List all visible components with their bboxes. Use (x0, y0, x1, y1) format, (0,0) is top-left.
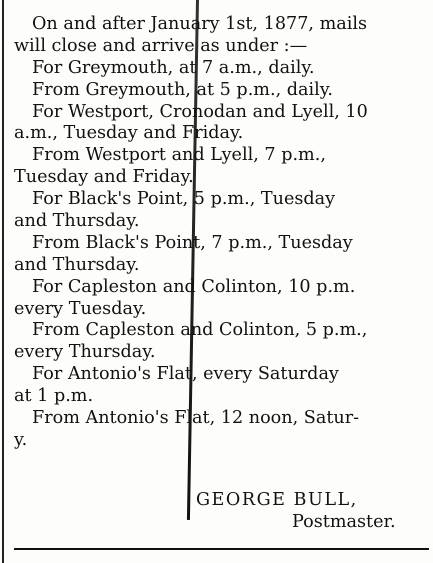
left-column-rule (2, 0, 4, 563)
notice-line: and Thursday. (14, 254, 140, 275)
signature-title: Postmaster. (292, 512, 396, 532)
notice-paragraph (14, 58, 426, 80)
notice-line: and Thursday. (14, 211, 140, 232)
notice-line: every Thursday. (14, 342, 156, 363)
notice-line: Tuesday and Friday. (14, 167, 194, 188)
notice-paragraph (14, 320, 426, 364)
notice-line: at 1 p.m. (14, 386, 94, 407)
notice-line: From Antonio's Flat, 12 noon, Satur- (32, 408, 360, 429)
notice-paragraph (14, 233, 426, 277)
notice-line: From Black's Point, 7 p.m., Tuesday (32, 232, 353, 253)
notice-line: For Greymouth, at 7 a.m., daily. (32, 57, 315, 78)
notice-line: every Tuesday. (14, 298, 147, 319)
notice-line: From Capleston and Colinton, 5 p.m., (32, 320, 368, 341)
notice-paragraph (14, 80, 426, 102)
notice-paragraph (14, 102, 426, 146)
notice-line: a.m., Tuesday and Friday. (14, 123, 244, 144)
notice-paragraph (14, 14, 426, 58)
bottom-rule (14, 548, 429, 550)
notice-paragraph (14, 277, 426, 321)
notice-line: For Westport, Cronodan and Lyell, 10 (32, 101, 368, 122)
notice-line: For Capleston and Colinton, 10 p.m. (32, 276, 356, 297)
notice-line: will close and arrive as under :— (14, 35, 308, 56)
notice-line: From Westport and Lyell, 7 p.m., (32, 145, 326, 166)
signature-name: GEORGE BULL, (196, 490, 358, 510)
notice-line: For Black's Point, 5 p.m., Tuesday (32, 189, 336, 210)
notice-line: On and after January 1st, 1877, mails (32, 14, 368, 34)
notice-line: For Antonio's Flat, every Saturday (32, 364, 339, 385)
notice-paragraph (14, 364, 426, 408)
mail-notice (14, 14, 426, 452)
notice-line: y. (14, 429, 28, 450)
notice-paragraph (14, 408, 426, 452)
notice-line: From Greymouth, at 5 p.m., daily. (32, 79, 333, 100)
notice-paragraph (14, 145, 426, 189)
notice-paragraph (14, 189, 426, 233)
